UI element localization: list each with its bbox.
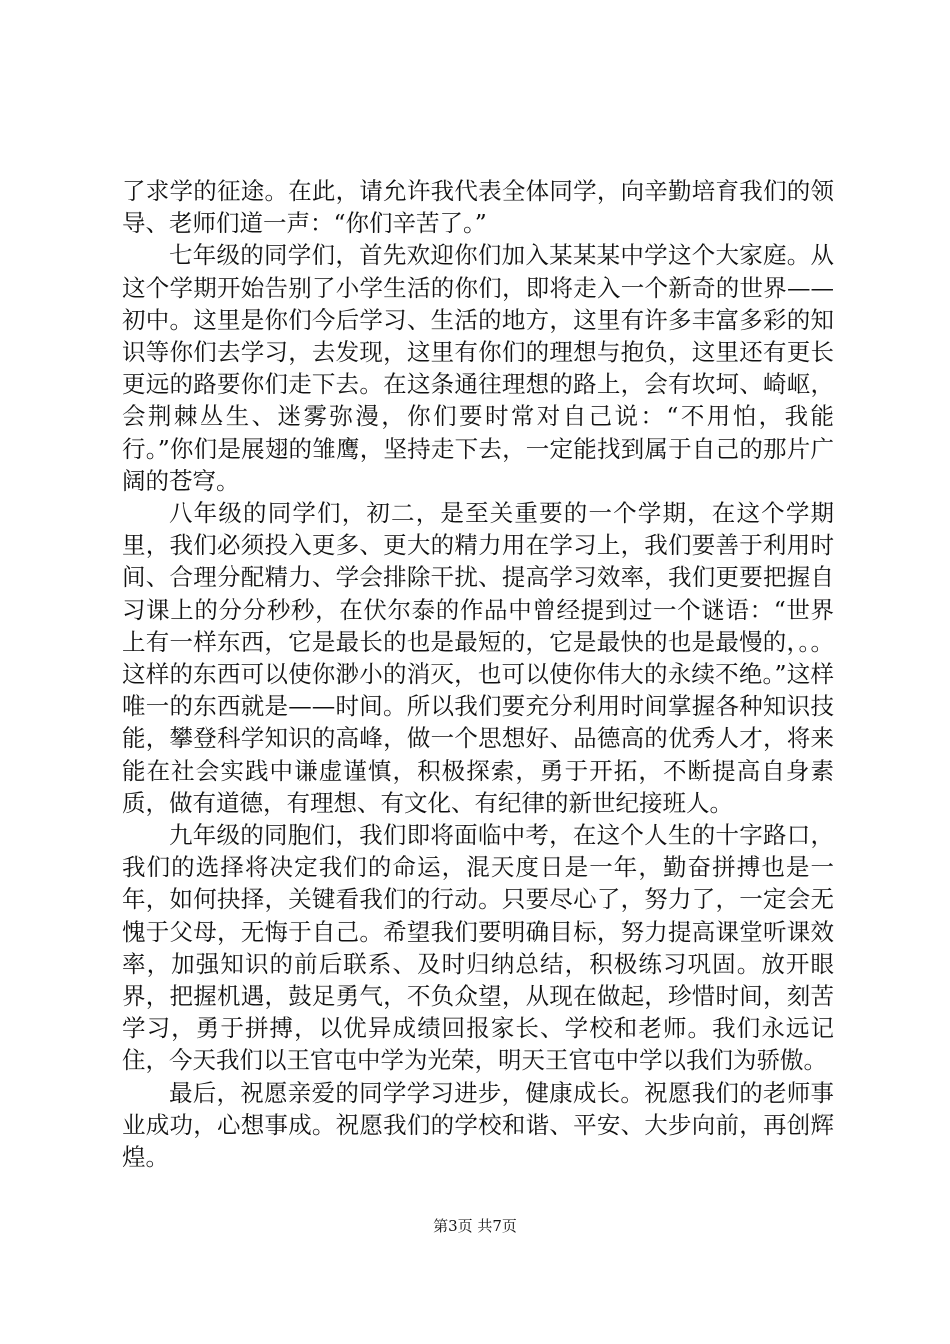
paragraph-continuation: 了求学的征途。在此，请允许我代表全体同学，向辛勤培育我们的领导、老师们道一声：“你们辛苦了。”	[122, 177, 834, 238]
paragraph-grade-nine: 九年级的同胞们，我们即将面临中考，在这个人生的十字路口，我们的选择将决定我们的命运，混天度日是一年，勤奋拼搏也是一年，如何抉择，关键看我们的行动。只要尽心了，努力了，一定会无愧于父母，无悔于自己。希望我们要明确目标，努力提高课堂听课效率，加强知识的前后联系、及时归纳总结，积极练习巩固。放开眼界，把握机遇，鼓足勇气，不负众望，从现在做起，珍惜时间，刻苦学习，勇于拼搏，以优异成绩回报家长、学校和老师。我们永远记住，今天我们以王官屯中学为光荣，明天王官屯中学以我们为骄傲。	[122, 821, 834, 1075]
page-number-footer: 第3页 共7页	[433, 1217, 517, 1235]
document-body	[122, 175, 834, 1173]
paragraph-grade-eight: 八年级的同学们，初二，是至关重要的一个学期，在这个学期里，我们必须投入更多、更大的精力用在学习上，我们要善于利用时间、合理分配精力、学会排除干扰、提高学习效率，我们更要把握自习课上的分分秒秒，在伏尔泰的作品中曾经提到过一个谜语：“世界上有一样东西，它是最长的也是最短的，它是最快的也是最慢的，。。这样的东西可以使你渺小的消灭，也可以使你伟大的永续不绝。”这样唯一的东西就是——时间。所以我们要充分利用时间掌握各种知识技能，攀登科学知识的高峰，做一个思想好、品德高的优秀人才，将来能在社会实践中谦虚谨慎，积极探索，勇于开拓，不断提高自身素质，做有道德，有理想、有文化、有纪律的新世纪接班人。	[122, 499, 834, 817]
paragraph-closing: 最后，祝愿亲爱的同学学习进步，健康成长。祝愿我们的老师事业成功，心想事成。祝愿我们的学校和谐、平安、大步向前，再创辉煌。	[122, 1078, 834, 1172]
paragraph-grade-seven: 七年级的同学们，首先欢迎你们加入某某某中学这个大家庭。从这个学期开始告别了小学生活的你们，即将走入一个新奇的世界——初中。这里是你们今后学习、生活的地方，这里有许多丰富多彩的知识等你们去学习，去发现，这里有你们的理想与抱负，这里还有更长更远的路要你们走下去。在这条通往理想的路上，会有坎坷、崎岖，会荆棘丛生、迷雾弥漫，你们要时常对自己说：“不用怕，我能行。”你们是展翅的雏鹰，坚持走下去，一定能找到属于自己的那片广阔的苍穹。	[122, 241, 834, 495]
